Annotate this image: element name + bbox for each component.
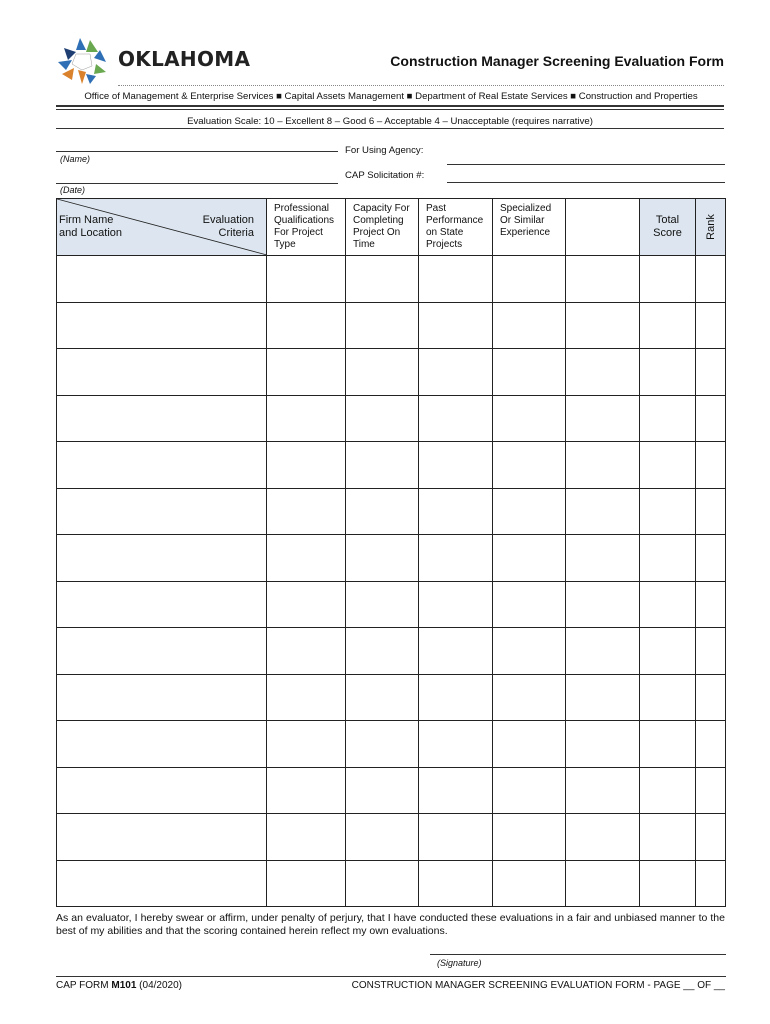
performance-cell[interactable] (419, 767, 493, 814)
performance-cell[interactable] (419, 349, 493, 396)
evaluation-table (56, 198, 726, 907)
blank-cell[interactable] (566, 349, 640, 396)
blank-cell[interactable] (566, 721, 640, 768)
total-score-cell[interactable] (640, 302, 696, 349)
table-row (57, 395, 726, 442)
experience-cell[interactable] (493, 814, 566, 861)
total-score-cell[interactable] (640, 442, 696, 489)
signature-label: (Signature) (437, 958, 482, 968)
experience-cell[interactable] (493, 767, 566, 814)
firm-cell[interactable] (57, 349, 267, 396)
table-row (57, 488, 726, 535)
total-score-cell[interactable] (640, 535, 696, 582)
blank-cell[interactable] (566, 256, 640, 303)
capacity-cell[interactable] (346, 721, 419, 768)
form-number: CAP FORM M101 (04/2020) (56, 980, 182, 991)
col-professional-qualifications: Professional Qualifications For Project Type (267, 199, 346, 256)
rank-cell[interactable] (696, 302, 726, 349)
qualifications-cell[interactable] (267, 488, 346, 535)
agency-subheading: Office of Management & Enterprise Services ■ Capital Assets Management ■ Department of Real Estate Services ■ Construction and Properties (84, 91, 698, 102)
blank-cell[interactable] (566, 860, 640, 907)
experience-cell[interactable] (493, 674, 566, 721)
firm-cell[interactable] (57, 860, 267, 907)
blank-cell[interactable] (566, 767, 640, 814)
blank-cell[interactable] (566, 814, 640, 861)
total-score-cell[interactable] (640, 674, 696, 721)
firm-cell[interactable] (57, 395, 267, 442)
capacity-cell[interactable] (346, 256, 419, 303)
firm-cell[interactable] (57, 767, 267, 814)
col-rank: Rank (696, 199, 726, 256)
blank-cell[interactable] (566, 581, 640, 628)
total-score-cell[interactable] (640, 814, 696, 861)
experience-cell[interactable] (493, 256, 566, 303)
total-score-cell[interactable] (640, 628, 696, 675)
agency-label: For Using Agency: (345, 145, 424, 156)
performance-cell[interactable] (419, 628, 493, 675)
table-row (57, 674, 726, 721)
experience-cell[interactable] (493, 721, 566, 768)
rank-cell[interactable] (696, 256, 726, 303)
performance-cell[interactable] (419, 814, 493, 861)
page-indicator: CONSTRUCTION MANAGER SCREENING EVALUATION FORM - PAGE __ OF __ (351, 980, 725, 991)
firm-cell[interactable] (57, 814, 267, 861)
qualifications-cell[interactable] (267, 767, 346, 814)
experience-cell[interactable] (493, 349, 566, 396)
blank-cell[interactable] (566, 442, 640, 489)
capacity-cell[interactable] (346, 488, 419, 535)
logo-wordmark: OKLAHOMA (118, 47, 251, 71)
rank-cell[interactable] (696, 674, 726, 721)
total-score-cell[interactable] (640, 860, 696, 907)
blank-cell[interactable] (566, 302, 640, 349)
oklahoma-star-icon (56, 36, 112, 86)
performance-cell[interactable] (419, 860, 493, 907)
qualifications-cell[interactable] (267, 349, 346, 396)
firm-criteria-header (57, 199, 267, 256)
experience-cell[interactable] (493, 302, 566, 349)
firm-cell[interactable] (57, 674, 267, 721)
blank-cell[interactable] (566, 628, 640, 675)
col-past-performance: Past Performance on State Projects (419, 199, 493, 256)
rank-cell[interactable] (696, 395, 726, 442)
rank-cell[interactable] (696, 442, 726, 489)
rank-cell[interactable] (696, 488, 726, 535)
total-score-cell[interactable] (640, 395, 696, 442)
firm-cell[interactable] (57, 302, 267, 349)
table-row (57, 535, 726, 582)
total-score-cell[interactable] (640, 349, 696, 396)
capacity-cell[interactable] (346, 442, 419, 489)
firm-cell[interactable] (57, 256, 267, 303)
total-score-cell[interactable] (640, 581, 696, 628)
total-score-cell[interactable] (640, 256, 696, 303)
table-row (57, 721, 726, 768)
header-rule-thick (56, 105, 724, 107)
performance-cell[interactable] (419, 535, 493, 582)
evaluation-criteria-header: Evaluation Criteria (202, 214, 254, 239)
rank-cell[interactable] (696, 581, 726, 628)
capacity-cell[interactable] (346, 581, 419, 628)
qualifications-cell[interactable] (267, 581, 346, 628)
rank-cell[interactable] (696, 860, 726, 907)
experience-cell[interactable] (493, 395, 566, 442)
table-header-row (57, 199, 726, 256)
total-score-cell[interactable] (640, 488, 696, 535)
signature-field[interactable] (430, 954, 726, 955)
firm-cell[interactable] (57, 488, 267, 535)
oklahoma-logo (56, 36, 251, 86)
rank-cell[interactable] (696, 349, 726, 396)
capacity-cell[interactable] (346, 535, 419, 582)
experience-cell[interactable] (493, 628, 566, 675)
qualifications-cell[interactable] (267, 535, 346, 582)
footer-rule (56, 976, 726, 977)
table-row (57, 581, 726, 628)
capacity-cell[interactable] (346, 814, 419, 861)
experience-cell[interactable] (493, 581, 566, 628)
table-row (57, 256, 726, 303)
table-row (57, 814, 726, 861)
total-score-cell[interactable] (640, 721, 696, 768)
solicitation-label: CAP Solicitation #: (345, 170, 425, 181)
table-row (57, 442, 726, 489)
capacity-cell[interactable] (346, 395, 419, 442)
qualifications-cell[interactable] (267, 256, 346, 303)
table-row (57, 860, 726, 907)
col-blank (566, 199, 640, 256)
col-total-score: Total Score (640, 199, 696, 256)
capacity-cell[interactable] (346, 860, 419, 907)
header-rule-thin (56, 109, 724, 110)
performance-cell[interactable] (419, 581, 493, 628)
qualifications-cell[interactable] (267, 814, 346, 861)
title-dotted-rule (118, 85, 724, 86)
performance-cell[interactable] (419, 674, 493, 721)
experience-cell[interactable] (493, 442, 566, 489)
rank-cell[interactable] (696, 814, 726, 861)
table-row (57, 628, 726, 675)
table-row (57, 767, 726, 814)
qualifications-cell[interactable] (267, 721, 346, 768)
rank-cell[interactable] (696, 767, 726, 814)
table-row (57, 302, 726, 349)
date-field[interactable] (56, 183, 338, 184)
scale-rule (56, 128, 724, 129)
blank-cell[interactable] (566, 535, 640, 582)
performance-cell[interactable] (419, 395, 493, 442)
firm-cell[interactable] (57, 535, 267, 582)
capacity-cell[interactable] (346, 349, 419, 396)
name-field[interactable] (56, 151, 338, 152)
rank-cell[interactable] (696, 535, 726, 582)
attestation-text: As an evaluator, I hereby swear or affirm, under penalty of perjury, that I have conducted these evaluations in a fair and unbiased manner to the best of my abilities and that the scoring contained herein reflect my own evaluations. (56, 912, 725, 937)
col-capacity: Capacity For Completing Project On Time (346, 199, 419, 256)
capacity-cell[interactable] (346, 767, 419, 814)
experience-cell[interactable] (493, 860, 566, 907)
blank-cell[interactable] (566, 395, 640, 442)
qualifications-cell[interactable] (267, 860, 346, 907)
name-label: (Name) (60, 154, 91, 164)
agency-field[interactable] (447, 164, 725, 165)
performance-cell[interactable] (419, 721, 493, 768)
qualifications-cell[interactable] (267, 442, 346, 489)
rank-cell[interactable] (696, 628, 726, 675)
performance-cell[interactable] (419, 488, 493, 535)
performance-cell[interactable] (419, 302, 493, 349)
qualifications-cell[interactable] (267, 628, 346, 675)
firm-name-header: Firm Name and Location (59, 214, 122, 239)
qualifications-cell[interactable] (267, 395, 346, 442)
experience-cell[interactable] (493, 488, 566, 535)
qualifications-cell[interactable] (267, 302, 346, 349)
table-row (57, 349, 726, 396)
total-score-cell[interactable] (640, 767, 696, 814)
qualifications-cell[interactable] (267, 674, 346, 721)
rank-cell[interactable] (696, 721, 726, 768)
blank-cell[interactable] (566, 488, 640, 535)
evaluation-scale: Evaluation Scale: 10 – Excellent 8 – Good 6 – Acceptable 4 – Unacceptable (requires narrative) (187, 116, 593, 127)
performance-cell[interactable] (419, 256, 493, 303)
experience-cell[interactable] (493, 535, 566, 582)
table-body (57, 256, 726, 907)
firm-cell[interactable] (57, 628, 267, 675)
form-title: Construction Manager Screening Evaluation Form (390, 53, 724, 69)
blank-cell[interactable] (566, 674, 640, 721)
solicitation-field[interactable] (447, 182, 725, 183)
capacity-cell[interactable] (346, 628, 419, 675)
col-specialized-experience: Specialized Or Similar Experience (493, 199, 566, 256)
performance-cell[interactable] (419, 442, 493, 489)
firm-cell[interactable] (57, 721, 267, 768)
capacity-cell[interactable] (346, 302, 419, 349)
firm-cell[interactable] (57, 442, 267, 489)
date-label: (Date) (60, 185, 86, 195)
capacity-cell[interactable] (346, 674, 419, 721)
firm-cell[interactable] (57, 581, 267, 628)
